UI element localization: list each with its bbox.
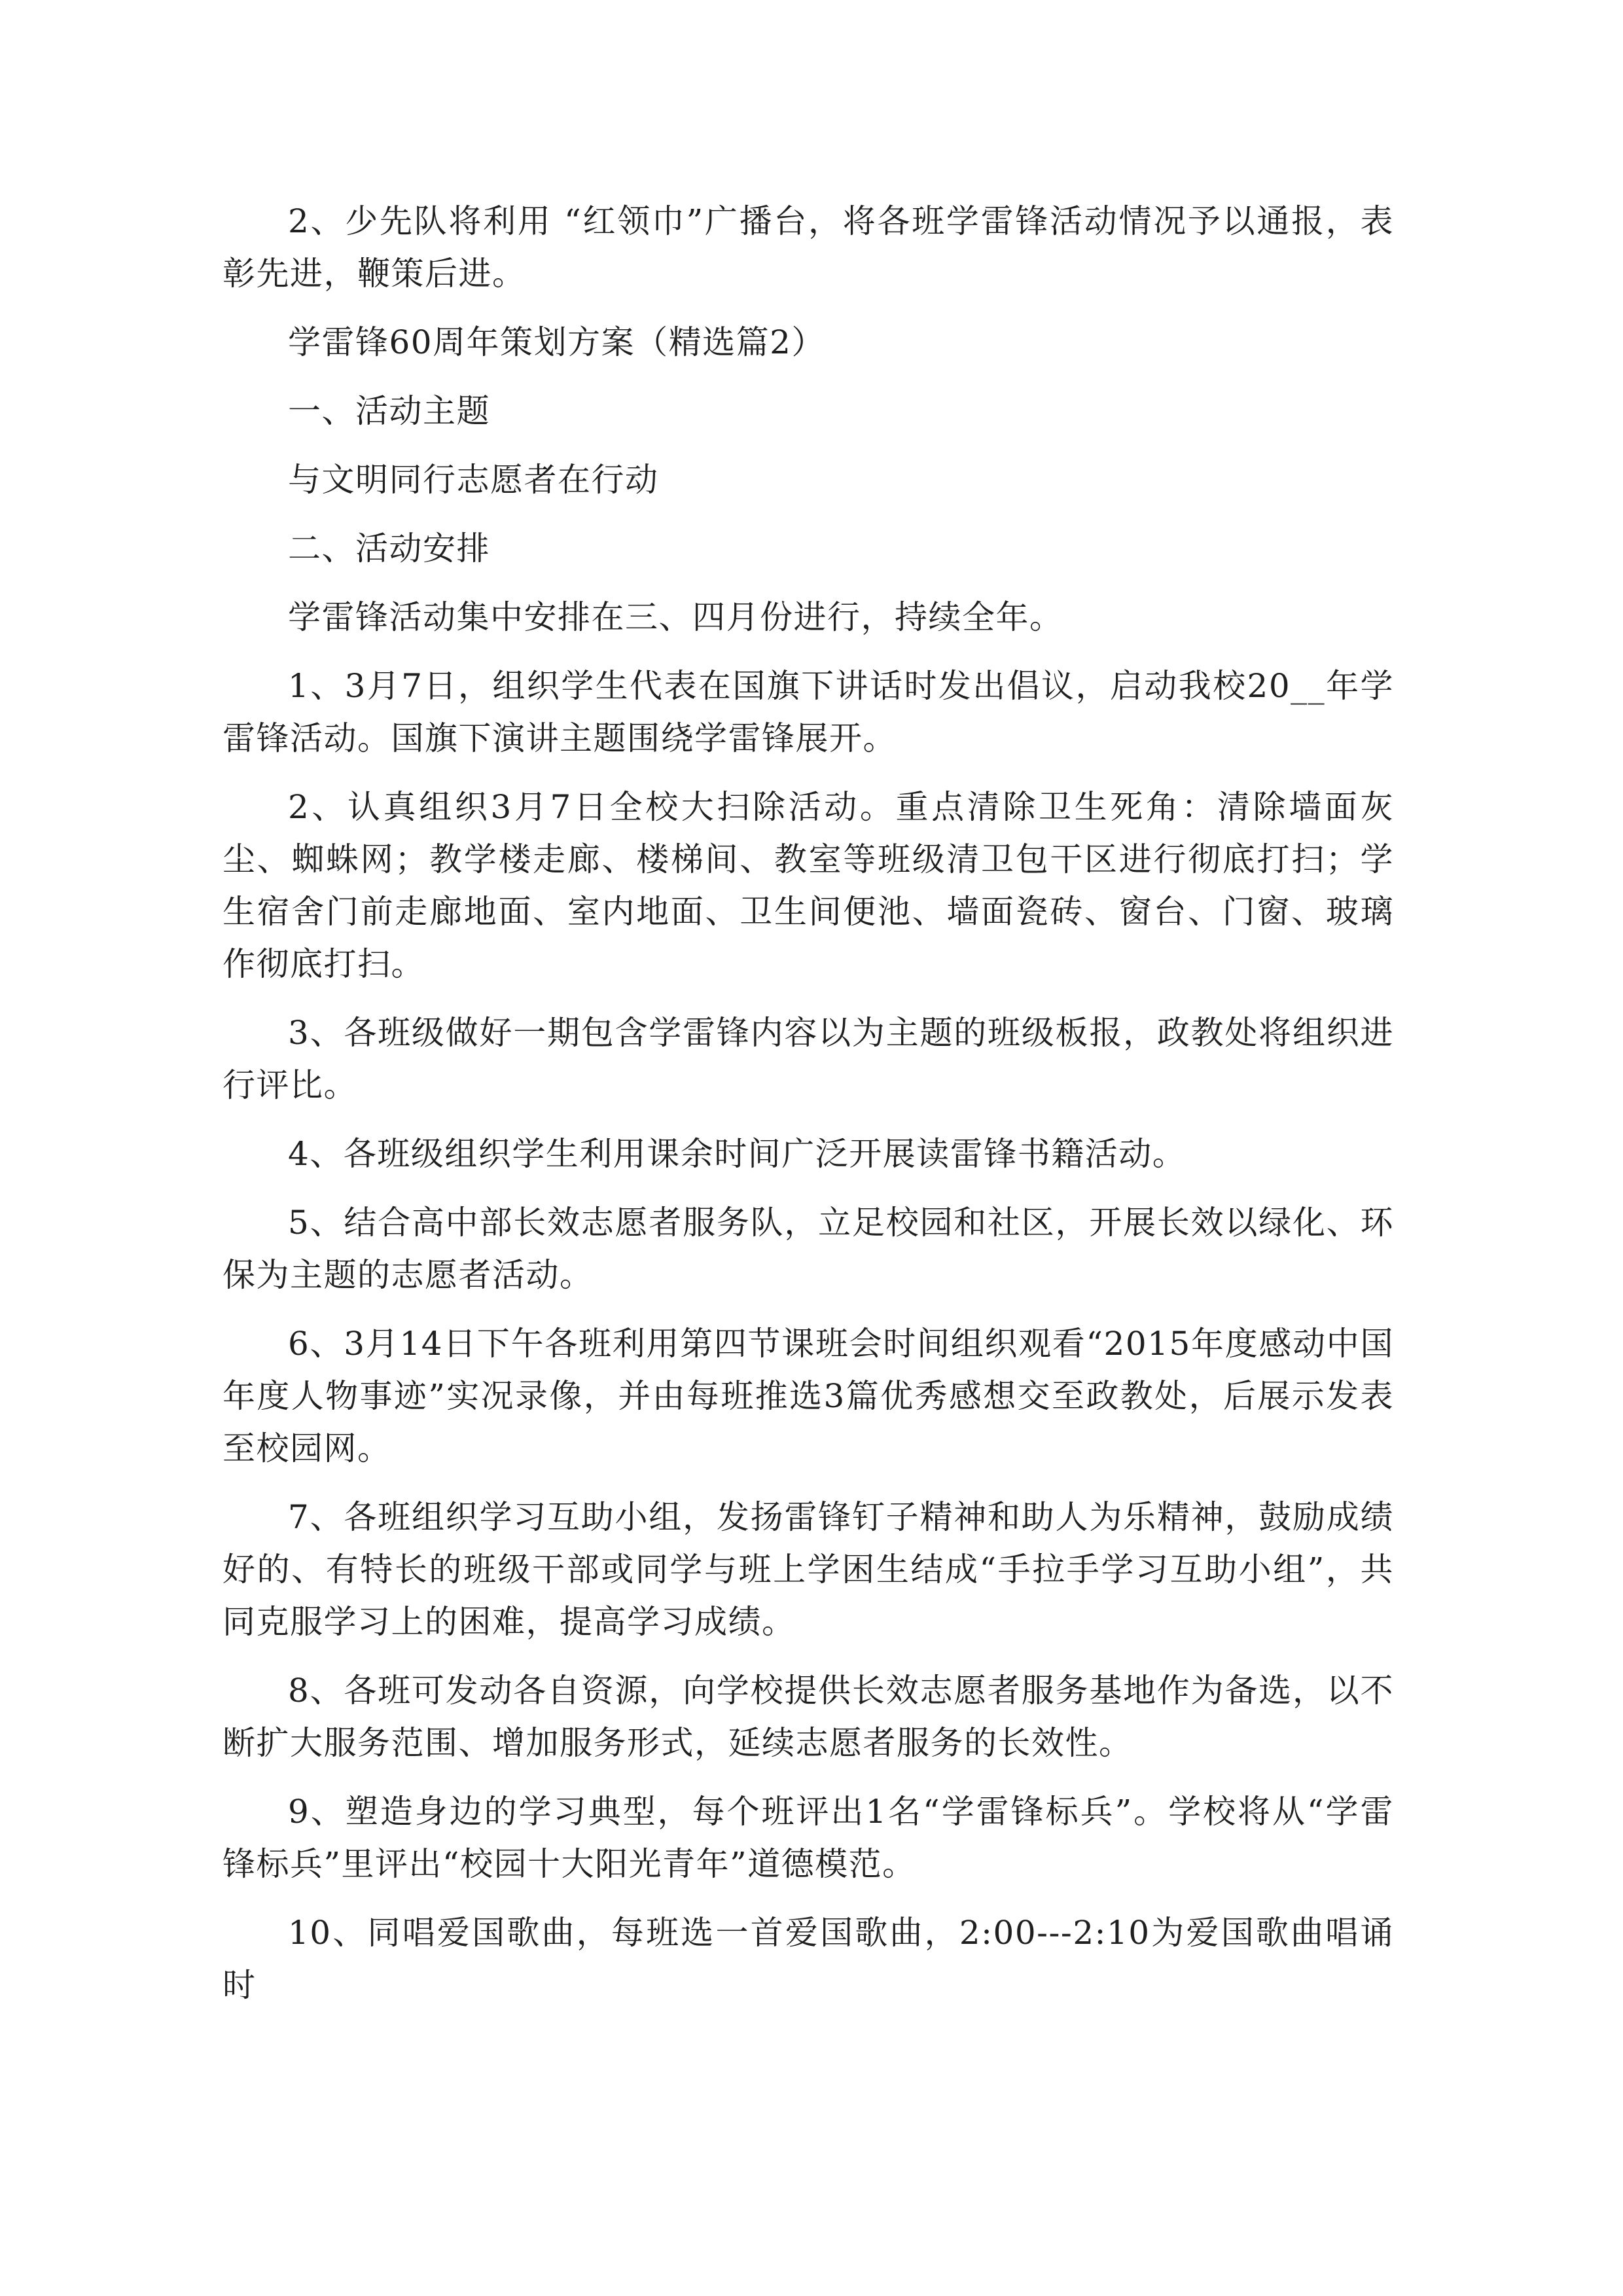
list-item-7: 7、各班组织学习互助小组，发扬雷锋钉子精神和助人为乐精神，鼓励成绩好的、有特长的班级干部或同学与班上学困生结成“手拉手学习互助小组”，共同克服学习上的困难，提高学习成绩。 xyxy=(223,1498,1394,1641)
heading-activity-arrangement: 二、活动安排 xyxy=(288,529,490,567)
list-item-3: 3、各班级做好一期包含学雷锋内容以为主题的班级板报，政教处将组织进行评比。 xyxy=(223,1014,1394,1104)
arrangement-intro: 学雷锋活动集中安排在三、四月份进行，持续全年。 xyxy=(288,598,1063,636)
list-item-10: 10、同唱爱国歌曲，每班选一首爱国歌曲，2:00---2:10为爱国歌曲唱诵时 xyxy=(223,1914,1394,2004)
list-item-9: 9、塑造身边的学习典型，每个班评出1名“学雷锋标兵”。学校将从“学雷锋标兵”里评出“校园十大阳光青年”道德模范。 xyxy=(223,1793,1394,1883)
list-item-2: 2、认真组织3月7日全校大扫除活动。重点清除卫生死角：清除墙面灰尘、蜘蛛网；教学楼走廊、楼梯间、教室等班级清卫包干区进行彻底打扫；学生宿舍门前走廊地面、室内地面、卫生间便池、墙面瓷砖、窗台、门窗、玻璃作彻底打扫。 xyxy=(223,788,1394,983)
paragraph-publicity-note: 2、少先队将利用 “红领巾”广播台，将各班学雷锋活动情况予以通报，表彰先进，鞭策后进。 xyxy=(223,202,1394,293)
list-item-1: 1、3月7日，组织学生代表在国旗下讲话时发出倡议，启动我校20__年学雷锋活动。国旗下演讲主题围绕学雷锋展开。 xyxy=(223,667,1394,757)
list-item-6: 6、3月14日下午各班利用第四节课班会时间组织观看“2015年度感动中国年度人物事迹”实况录像，并由每班推选3篇优秀感想交至政教处，后展示发表至校园网。 xyxy=(223,1325,1394,1467)
list-item-8: 8、各班可发动各自资源，向学校提供长效志愿者服务基地作为备选，以不断扩大服务范围、增加服务形式，延续志愿者服务的长效性。 xyxy=(223,1672,1394,1762)
heading-activity-theme: 一、活动主题 xyxy=(288,392,490,430)
document-body xyxy=(223,195,1394,2028)
list-item-4: 4、各班级组织学生利用课余时间广泛开展读雷锋书籍活动。 xyxy=(288,1135,1186,1173)
list-item-5: 5、结合高中部长效志愿者服务队，立足校园和社区，开展长效以绿化、环保为主题的志愿者活动。 xyxy=(223,1204,1394,1294)
section-title: 学雷锋60周年策划方案（精选篇2） xyxy=(288,323,825,361)
activity-theme-text: 与文明同行志愿者在行动 xyxy=(288,461,659,499)
